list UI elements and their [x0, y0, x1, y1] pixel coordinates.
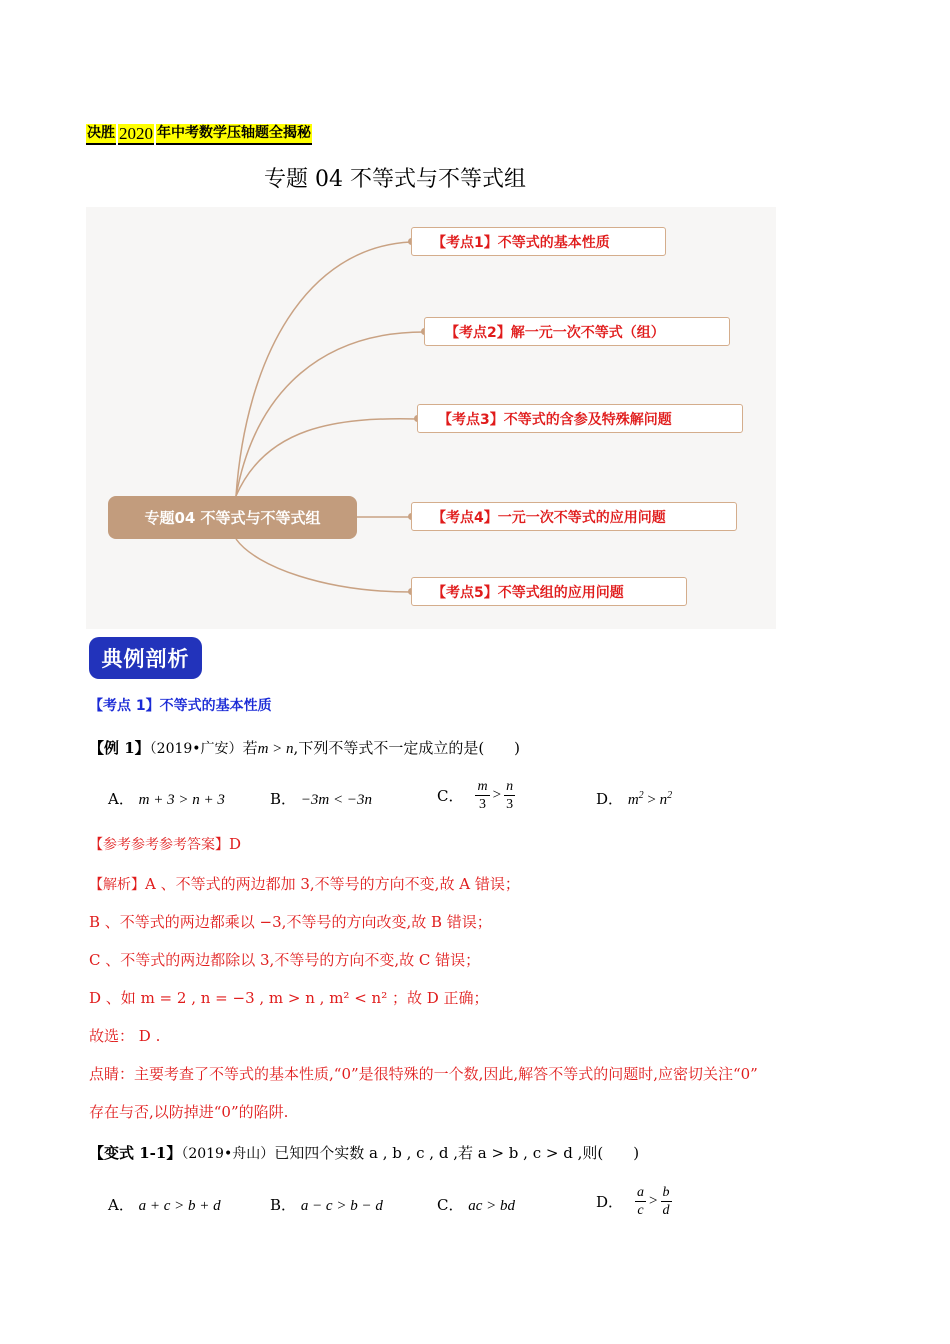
- analysis-line-2: B 、不等式的两边都乘以 −3,不等号的方向改变,故 B 错误；: [89, 913, 492, 931]
- choose-line: 故选： D .: [89, 1027, 161, 1045]
- comment-line-1: 点睛：主要考查了不等式的基本性质,“0”是很特殊的一个数,因此,解答不等式的问题时,应密切关注“0”: [89, 1065, 758, 1083]
- mind-map-node-4: 【考点4】一元一次不等式的应用问题: [411, 502, 737, 531]
- variant-option-b-label: B．: [270, 1196, 297, 1214]
- example-1-stem-post: ,下列不等式不一定成立的是( ): [293, 739, 521, 757]
- option-d-expr: [628, 792, 672, 808]
- analysis-text-1: A 、不等式的两边都加 3,不等号的方向不变,故 A 错误；: [145, 875, 520, 893]
- option-c-label: C．: [437, 787, 464, 805]
- connector-2: [236, 332, 424, 496]
- variant-option-b: [270, 1194, 383, 1215]
- option-b-expr: −3m < −3n: [300, 792, 373, 808]
- mind-map-root: 专题04 不等式与不等式组: [108, 496, 357, 539]
- variant-label: 【变式 1-1】: [89, 1144, 182, 1162]
- frac-denominator: 3: [506, 797, 514, 812]
- option-a-label: A．: [108, 790, 134, 808]
- option-d-operator: >: [643, 792, 660, 808]
- kaodian-heading: 【考点 1】不等式的基本性质: [89, 698, 272, 714]
- example-1-label: 【例 1】: [89, 739, 150, 757]
- banner-year: 2020: [119, 123, 153, 143]
- option-a: [108, 788, 225, 809]
- frac-numerator: m: [477, 779, 488, 794]
- option-c-frac-2: [504, 778, 515, 813]
- connector-5: [236, 539, 411, 592]
- option-b-label: B．: [270, 790, 297, 808]
- variant-option-a-label: A．: [108, 1196, 134, 1214]
- variant-option-b-expr: a − c > b − d: [300, 1198, 383, 1214]
- comment-line-2: 存在与否,以防掉进“0”的陷阱.: [89, 1103, 289, 1121]
- frac-numerator: a: [637, 1185, 645, 1200]
- section-badge: 典例剖析: [89, 637, 202, 679]
- option-d-base-2: n: [659, 792, 668, 808]
- variant-1-1-stem: [89, 1142, 639, 1163]
- banner-suffix: 年中考数学压轴题全揭秘: [156, 124, 312, 145]
- option-a-expr: m + 3 > n + 3: [138, 792, 225, 808]
- example-1-condition: m > n: [257, 741, 294, 757]
- variant-option-c-label: C．: [437, 1196, 464, 1214]
- frac-numerator: b: [662, 1185, 670, 1200]
- variant-option-d: [596, 1184, 672, 1219]
- variant-option-d-label: D．: [596, 1193, 624, 1211]
- variant-option-c: [437, 1194, 515, 1215]
- example-1-source: （2019•广安）: [149, 741, 243, 757]
- mind-map: [86, 207, 776, 629]
- option-d-label: D．: [596, 790, 624, 808]
- banner-prefix: 决胜: [86, 124, 116, 145]
- mind-map-node-2: 【考点2】解一元一次不等式（组）: [424, 317, 730, 346]
- option-c-operator: >: [492, 787, 502, 803]
- page-title: 专题 04 不等式与不等式组: [264, 167, 526, 192]
- option-c-frac-1: [475, 778, 489, 813]
- option-d-exp-2: 2: [667, 790, 673, 801]
- frac-denominator: d: [662, 1203, 670, 1218]
- answer-label: 【参考参考参考答案】: [89, 837, 229, 853]
- analysis-line-3: C 、不等式的两边都除以 3,不等号的方向不变,故 C 错误；: [89, 951, 481, 969]
- mind-map-node-1: 【考点1】不等式的基本性质: [411, 227, 666, 256]
- header-banner: [86, 123, 312, 145]
- variant-source: （2019•舟山）: [181, 1146, 275, 1162]
- option-d-exp-1: 2: [638, 790, 644, 801]
- mind-map-node-5: 【考点5】不等式组的应用问题: [411, 577, 687, 606]
- frac-numerator: n: [506, 779, 514, 794]
- analysis-line-1: [89, 873, 520, 894]
- example-1-stem: [89, 737, 520, 758]
- mind-map-node-3: 【考点3】不等式的含参及特殊解问题: [417, 404, 743, 433]
- option-c: [437, 778, 515, 813]
- variant-d-frac-2: [661, 1184, 672, 1219]
- variant-option-a-expr: a + c > b + d: [138, 1198, 221, 1214]
- analysis-label: 【解析】: [89, 877, 145, 893]
- frac-denominator: c: [637, 1203, 644, 1218]
- connector-3: [236, 419, 417, 496]
- frac-denominator: 3: [479, 797, 487, 812]
- option-d-base-1: m: [627, 792, 639, 808]
- option-b: [270, 788, 372, 809]
- variant-stem-text: 已知四个实数 a , b , c , d ,若 a > b , c > d ,则( ): [274, 1144, 640, 1162]
- answer-line: [89, 834, 241, 854]
- option-d: [596, 788, 672, 809]
- answer-value: D: [229, 835, 242, 853]
- variant-option-c-expr: ac > bd: [468, 1198, 516, 1214]
- variant-d-operator: >: [649, 1193, 658, 1209]
- variant-d-frac-1: [635, 1184, 646, 1219]
- variant-option-a: [108, 1194, 221, 1215]
- analysis-line-4: D 、如 m = 2 , n = −3 , m > n , m² < n² ；故 D 正确；: [89, 989, 489, 1007]
- example-1-stem-pre: 若: [242, 739, 258, 757]
